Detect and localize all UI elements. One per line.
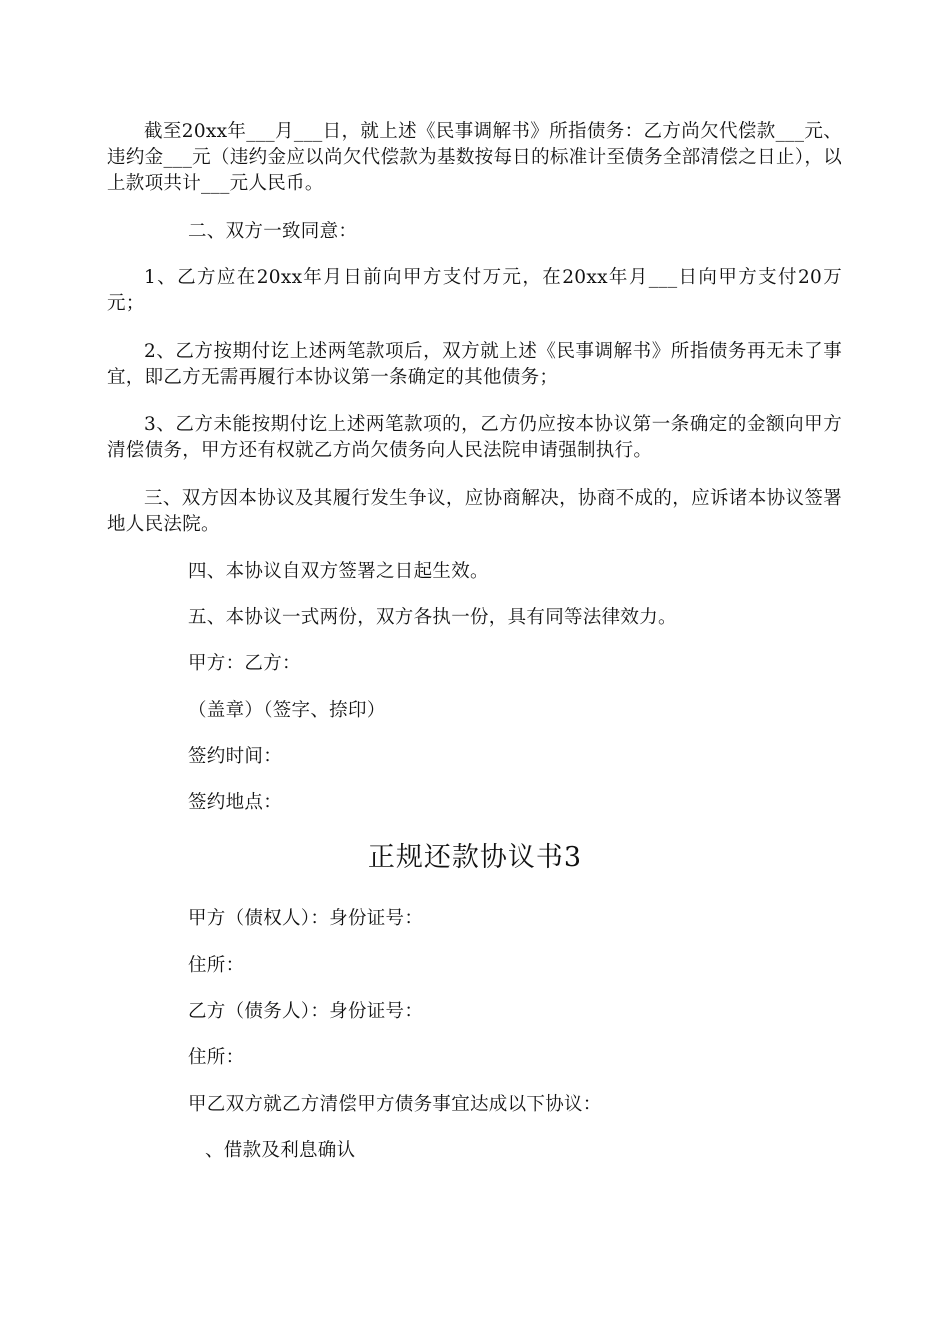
signature-parties-line: 甲方：乙方： [188, 653, 301, 674]
agreement-intro-line: 甲乙双方就乙方清偿甲方债务事宜达成以下协议： [188, 1094, 602, 1115]
party-a-address-line: 住所： [188, 955, 245, 976]
paragraph-clause-five: 五、本协议一式两份，双方各执一份，具有同等法律效力。 [188, 607, 677, 628]
paragraph-clause-three: 三、双方因本协议及其履行发生争议，应协商解决，协商不成的，应诉诸本协议签署地人民法院。 [107, 488, 842, 535]
signature-seal-line: （盖章）（签字、捺印） [188, 700, 386, 721]
loan-interest-heading: 、借款及利息确认 [205, 1140, 356, 1161]
paragraph-clause-2-2: 2、乙方按期付讫上述两笔款项后，双方就上述《民事调解书》所指债务再无未了事宜，即乙方无需再履行本协议第一条确定的其他债务； [107, 341, 842, 388]
party-b-line: 乙方（债务人）：身份证号： [188, 1001, 424, 1022]
party-a-line: 甲方（债权人）：身份证号： [188, 908, 424, 929]
paragraph-clause-four: 四、本协议自双方签署之日起生效。 [188, 561, 489, 582]
paragraph-clause-two-heading: 二、双方一致同意： [188, 221, 358, 242]
paragraph-clause-2-3: 3、乙方未能按期付讫上述两笔款项的，乙方仍应按本协议第一条确定的金额向甲方清偿债务，甲方还有权就乙方尚欠债务向人民法院申请强制执行。 [107, 414, 842, 461]
paragraph-clause-2-1: 1、乙方应在20xx年月日前向甲方支付万元，在20xx年月___日向甲方支付20万元； [107, 267, 842, 314]
paragraph-debt-amount: 截至20xx年___月___日，就上述《民事调解书》所指债务：乙方尚欠代偿款___元、违约金___元（违约金应以尚欠代偿款为基数按每日的标准计至债务全部清偿之日止），以上款项共计___元人民币。 [107, 121, 842, 194]
section-title: 正规还款协议书3 [367, 842, 583, 873]
signing-place-line: 签约地点： [188, 792, 283, 813]
signing-time-line: 签约时间： [188, 746, 283, 767]
party-b-address-line: 住所： [188, 1047, 245, 1068]
